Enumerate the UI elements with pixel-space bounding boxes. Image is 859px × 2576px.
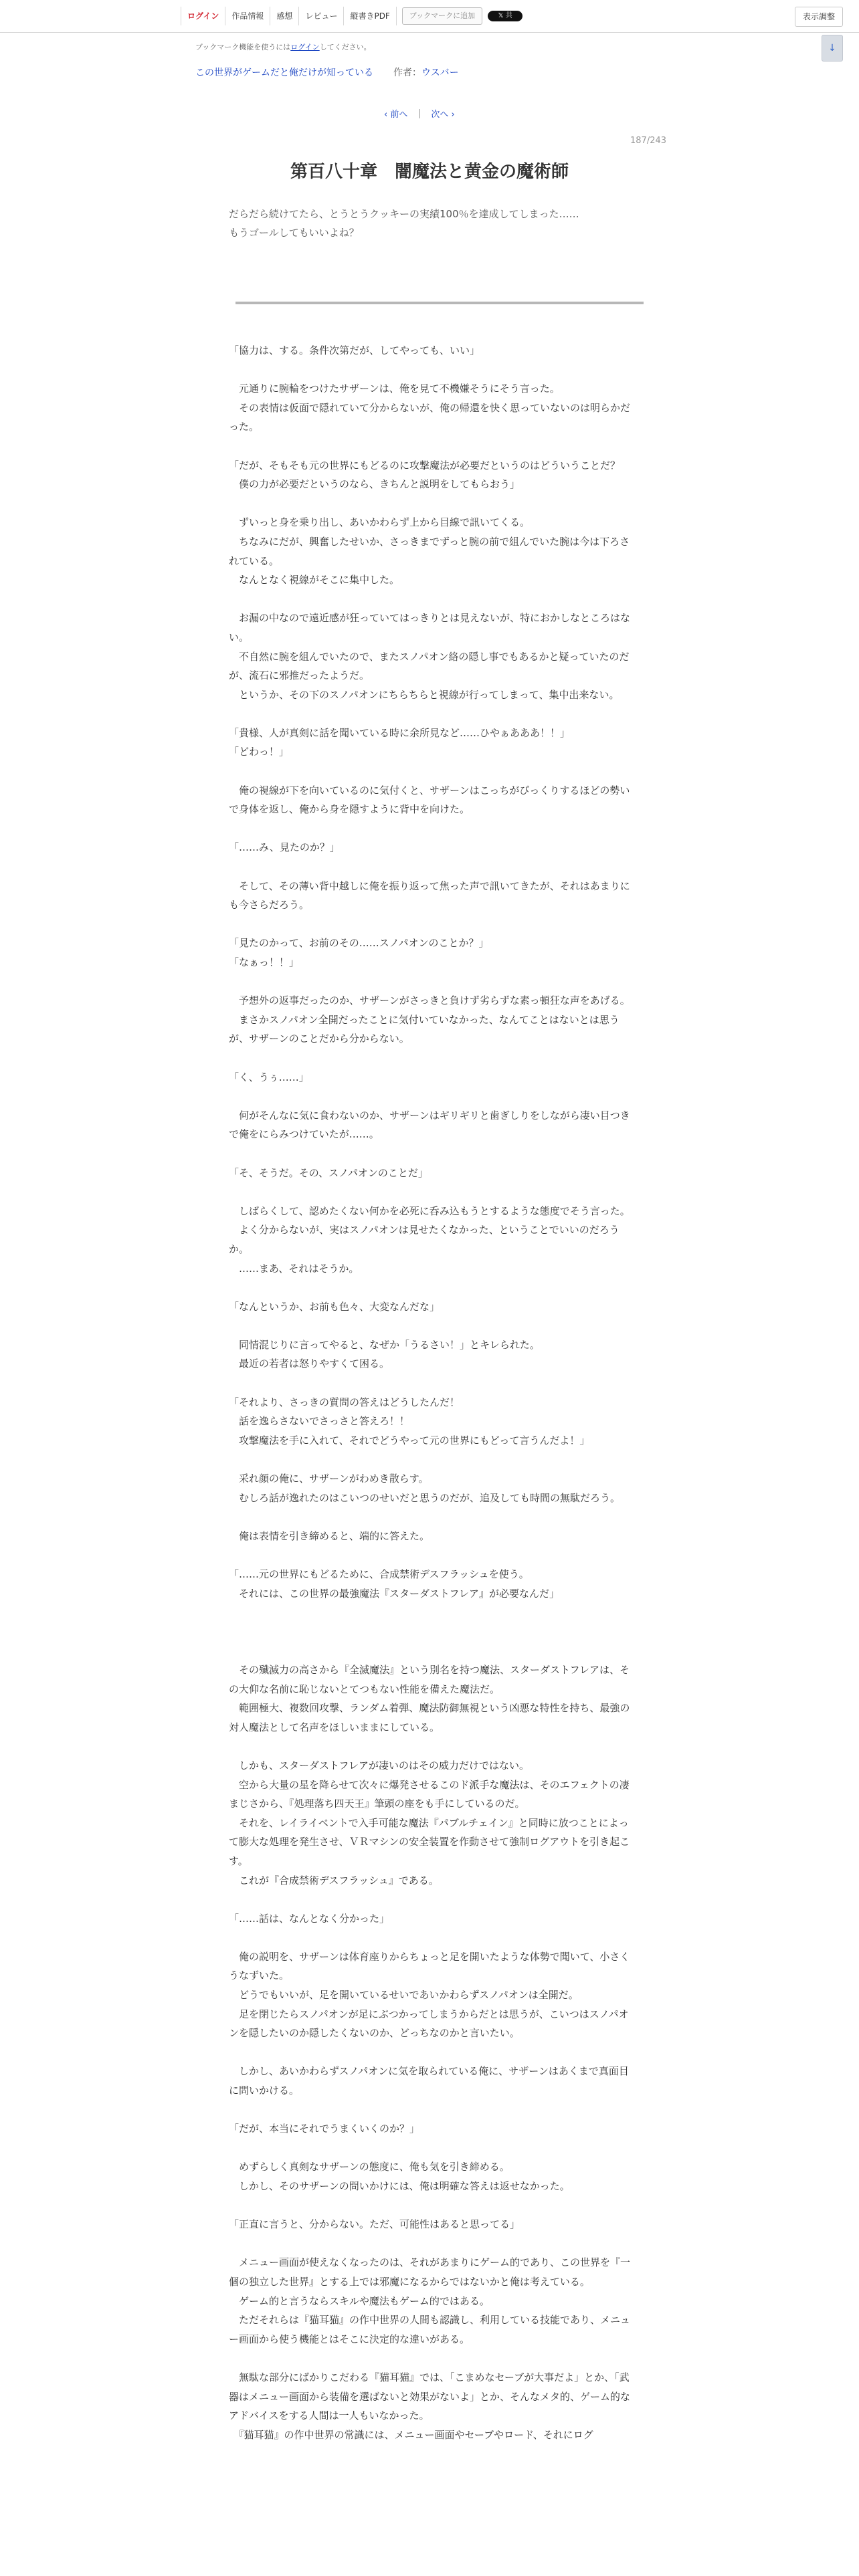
body-paragraph: 「正直に言うと、分からない。ただ、可能性はあると思ってる」	[229, 2218, 520, 2231]
login-link[interactable]: ログイン	[181, 7, 225, 25]
body-paragraph	[229, 2234, 633, 2254]
body-paragraph	[229, 1507, 633, 1527]
chapter-body	[229, 341, 633, 2444]
author-label: 作者：	[393, 68, 421, 78]
body-paragraph: 最近の若者は怒りやすくて困る。	[229, 1358, 390, 1370]
body-paragraph: まさかスノパオン全開だったことに気付いていなかった、なんてことはないとは思うが、サザーンのことだから分からない。	[229, 1013, 619, 1045]
scroll-down-icon[interactable]: ↓	[822, 35, 843, 62]
nav-work-info[interactable]: 作品情報	[225, 7, 270, 25]
nav-vertical-pdf[interactable]: 縦書きPDF	[344, 7, 396, 25]
body-paragraph: 何がそんなに気に食わないのか、サザーンはギリギリと歯ぎしりをしながら凄い目つきで俺をにらみつけていたが……。	[229, 1109, 630, 1141]
body-paragraph: どうでもいいが、足を開いているせいであいかわらずスノパオンは全開だ。	[229, 1989, 579, 2002]
body-paragraph: ずいっと身を乗り出し、あいかわらず上から目線で訊いてくる。	[229, 516, 531, 529]
nav-review[interactable]: レビュー	[299, 7, 344, 25]
body-paragraph: 「なんというか、お前も色々、大変なんだな」	[229, 1300, 440, 1313]
body-paragraph: メニュー画面が使えなくなったのは、それがあまりにゲーム的であり、この世界を『一個の独立した世界』とする上では邪魔になるからではないかと俺は考えている。	[229, 2256, 631, 2288]
body-paragraph	[229, 2349, 633, 2368]
chapter-pager	[384, 107, 475, 120]
notice-pre: ブックマーク機能を使うには	[195, 43, 291, 51]
body-paragraph: 元通りに腕輪をつけたサザーンは、俺を見て不機嫌そうにそう言った。	[229, 383, 560, 395]
body-paragraph: その表情は仮面で隠れていて分からないが、俺の帰還を快く思っていないのは明らかだった。	[229, 401, 631, 433]
body-paragraph	[229, 1890, 633, 1909]
nav-links	[181, 7, 522, 25]
body-paragraph: むしろ話が逸れたのはこいつのせいだと思うのだが、追及しても時間の無駄だろう。	[229, 1491, 621, 1504]
body-paragraph: 「なぁっ！！」	[229, 956, 300, 968]
body-paragraph: めずらしく真剣なサザーンの態度に、俺も気を引き締める。	[229, 2161, 510, 2173]
body-paragraph	[229, 1144, 633, 1164]
bookmark-add-button[interactable]: ブックマークに追加	[402, 7, 482, 25]
body-paragraph	[229, 762, 633, 781]
body-paragraph: よく分からないが、実はスノパオンは見せたくなかった、ということでいいのだろうか。	[229, 1224, 619, 1255]
body-paragraph: ちなみにだが、興奮したせいか、さっきまでずっと腕の前で組んでいた腕は今は下ろされている。	[229, 535, 630, 567]
body-paragraph	[229, 1049, 633, 1068]
preface-line: もうゴールしてもいいよね？	[229, 227, 359, 239]
body-paragraph: 空から大量の星を降らせて次々に爆発させるこのド派手な魔法は、そのエフェクトの凄まじさから、『処理落ち四天王』筆頭の座をも手にしているのだ。	[229, 1778, 630, 1810]
body-paragraph: しかも、スターダストフレアが凄いのはその威力だけではない。	[229, 1759, 529, 1772]
body-paragraph: 俺は表情を引き締めると、端的に答えた。	[229, 1529, 430, 1542]
body-paragraph	[229, 1737, 633, 1756]
body-paragraph	[229, 437, 633, 456]
body-paragraph: 俺の説明を、サザーンは体育座りからちょっと足を開いたような体勢で聞いて、小さくうなずいた。	[229, 1950, 630, 1982]
body-paragraph: その殲滅力の高さから『全滅魔法』という別名を持つ魔法、スターダストフレアは、その大仰な名前に恥じないとてつもない性能を備えた魔法だ。	[229, 1663, 630, 1695]
notice-login-link[interactable]: ログイン	[290, 43, 320, 51]
body-paragraph: お漏の中なので遠近感が狂っていてはっきりとは見えないが、特におかしなところはない。	[229, 612, 631, 643]
body-paragraph	[229, 494, 633, 514]
body-paragraph	[229, 1641, 633, 1660]
body-paragraph: 同情混じりに言ってやると、なぜか「うるさい！」とキレられた。	[229, 1338, 540, 1351]
body-paragraph: 「そ、そうだ。その、スノパオンのことだ」	[229, 1166, 428, 1179]
preface	[229, 205, 630, 242]
body-paragraph: 『猫耳猫』の作中世界の常識には、メニュー画面やセーブやロード、それにログ	[229, 2428, 593, 2441]
body-paragraph	[229, 1545, 633, 1565]
body-paragraph	[229, 360, 633, 380]
author-link[interactable]: ウスバー	[421, 68, 459, 78]
body-paragraph	[229, 1087, 633, 1106]
pager-divider	[419, 109, 420, 118]
body-paragraph: しかし、そのサザーンの問いかけには、俺は明確な答えは返せなかった。	[229, 2180, 570, 2192]
body-paragraph	[229, 1374, 633, 1393]
body-paragraph	[229, 2139, 633, 2158]
display-settings-button[interactable]: 表示調整	[795, 7, 843, 27]
body-paragraph: 話を逸らさないでさっさと答えろ！！	[229, 1415, 410, 1428]
body-paragraph: 予想外の返事だったのか、サザーンがさっきと負けず劣らずな素っ頓狂な声をあげる。	[229, 994, 630, 1007]
preface-divider	[235, 302, 644, 304]
body-paragraph: ゲーム的と言うならスキルや魔法もゲーム的ではある。	[229, 2294, 490, 2307]
body-paragraph: 「協力は、する。条件次第だが、してやっても、いい」	[229, 344, 480, 356]
body-paragraph: しばらくして、認めたくない何かを必死に呑み込もうとするような態度でそう言った。	[229, 1204, 630, 1217]
body-paragraph: 無駄な部分にばかりこだわる『猫耳猫』では、「こまめなセーブが大事だよ」とか、「武器はメニュー画面から装備を選ばないと効果がないよ」とか、そんなメタ的、ゲーム的なアドバイスをする人間は一人もいなかった。	[229, 2371, 631, 2422]
body-paragraph: それには、この世界の最強魔法『スターダストフレア』が必要なんだ」	[229, 1587, 559, 1600]
body-paragraph	[229, 590, 633, 609]
body-paragraph: そして、その薄い背中越しに俺を振り返って焦った声で訊いてきたが、それはあまりにも今さらだろう。	[229, 879, 630, 911]
body-paragraph: これが『合成禁術デスフラッシュ』である。	[229, 1874, 439, 1887]
body-paragraph: 「く、うぅ……」	[229, 1071, 309, 1083]
x-share-button[interactable]: 𝕏 共	[488, 11, 522, 21]
body-paragraph: 「だが、本当にそれでうまくいくのか？」	[229, 2123, 420, 2135]
body-paragraph: 「……話は、なんとなく分かった」	[229, 1912, 390, 1925]
body-paragraph: 俺の視線が下を向いているのに気付くと、サザーンはこっちがびっくりするほどの勢いで身体を返し、俺から身を隠すように背中を向けた。	[229, 784, 630, 816]
body-paragraph: 「だが、そもそも元の世界にもどるのに攻撃魔法が必要だというのはどういうことだ？	[229, 459, 621, 471]
notice-post: してください。	[319, 43, 371, 51]
body-paragraph	[229, 2196, 633, 2216]
body-paragraph: なんとなく視線がそこに集中した。	[229, 574, 400, 586]
body-paragraph	[229, 1182, 633, 1202]
body-paragraph	[229, 1450, 633, 1469]
body-paragraph	[229, 1316, 633, 1335]
next-chapter-link[interactable]: 次へ ›	[431, 110, 455, 120]
body-paragraph	[229, 1928, 633, 1947]
top-nav	[0, 0, 859, 33]
body-paragraph: 「それより、さっきの質問の答えはどうしたんだ！	[229, 1396, 460, 1408]
body-paragraph	[229, 1622, 633, 1642]
preface-line: だらだら続けてたら、とうとうクッキーの実績100％を達成してしまった……	[229, 208, 579, 220]
bookmark-notice	[195, 41, 371, 52]
body-paragraph	[229, 2101, 633, 2120]
body-paragraph: 僕の力が必要だというのなら、きちんと説明をしてもらおう」	[229, 478, 520, 491]
body-paragraph: 「どわっ！」	[229, 746, 289, 758]
body-paragraph: 範囲極大、複数回攻撃、ランダム着弾、魔法防御無視という凶悪な特性を持ち、最強の対人魔法として名声をほしいままにしている。	[229, 1702, 630, 1733]
body-paragraph: 不自然に腕を組んでいたので、またスノパオン絡の隠し事でもあるかと疑っていたのだが、流石に邪推だったようだ。	[229, 650, 630, 682]
body-paragraph: 攻撃魔法を手に入れて、それでどうやって元の世界にもどって言うんだよ！」	[229, 1434, 590, 1446]
nav-impressions[interactable]: 感想	[270, 7, 299, 25]
body-paragraph: というか、その下のスノパオンにちらちらと視線が行ってしまって、集中出来ない。	[229, 688, 619, 701]
body-paragraph: 「貴様、人が真剣に話を聞いている時に余所見など……ひやぁあああ！！」	[229, 726, 571, 739]
body-paragraph: 足を閉じたらスノパオンが足にぶつかってしまうからだとは思うが、こいつはスノパオンを隠したいのか隠したくないのか、どっちなのかと言いたい。	[229, 2008, 629, 2040]
body-paragraph	[229, 2043, 633, 2062]
work-title-link[interactable]: この世界がゲームだと俺だけが知っている	[195, 68, 373, 78]
body-paragraph: 「……み、見たのか？」	[229, 841, 340, 854]
prev-chapter-link[interactable]: ‹ 前へ	[384, 110, 408, 120]
chapter-title: 第百八十章 闇魔法と黄金の魔術師	[290, 162, 569, 182]
body-paragraph: ……まあ、それはそうか。	[229, 1262, 359, 1275]
body-paragraph: しかし、あいかわらずスノパオンに気を取られている俺に、サザーンはあくまで真面目に問いかける。	[229, 2065, 629, 2097]
body-paragraph	[229, 1603, 633, 1622]
body-paragraph: それを、レイライベントで入手可能な魔法『パブルチェイン』と同時に放つことによって膨大な処理を発生させ、ＶＲマシンの安全装置を作動させて強制ログアウトを引き起こす。	[229, 1816, 630, 1867]
body-paragraph	[229, 915, 633, 934]
body-paragraph	[229, 1278, 633, 1297]
body-paragraph: 采れ顔の俺に、サザーンがわめき散らす。	[229, 1473, 429, 1485]
body-paragraph	[229, 819, 633, 839]
page-number: 187/243	[630, 136, 667, 146]
body-paragraph: 「見たのかって、お前のその……スノパオンのことか？」	[229, 937, 489, 950]
work-info-line	[195, 66, 459, 79]
body-paragraph: 「……元の世界にもどるために、合成禁術デスフラッシュを使う。	[229, 1568, 529, 1580]
body-paragraph: ただそれらは『猫耳猫』の作中世界の人間も認識し、利用している技能であり、メニュー画面から使う機能とはそこに決定的な違いがある。	[229, 2314, 631, 2345]
body-paragraph	[229, 972, 633, 992]
body-paragraph	[229, 857, 633, 877]
body-paragraph	[229, 704, 633, 724]
